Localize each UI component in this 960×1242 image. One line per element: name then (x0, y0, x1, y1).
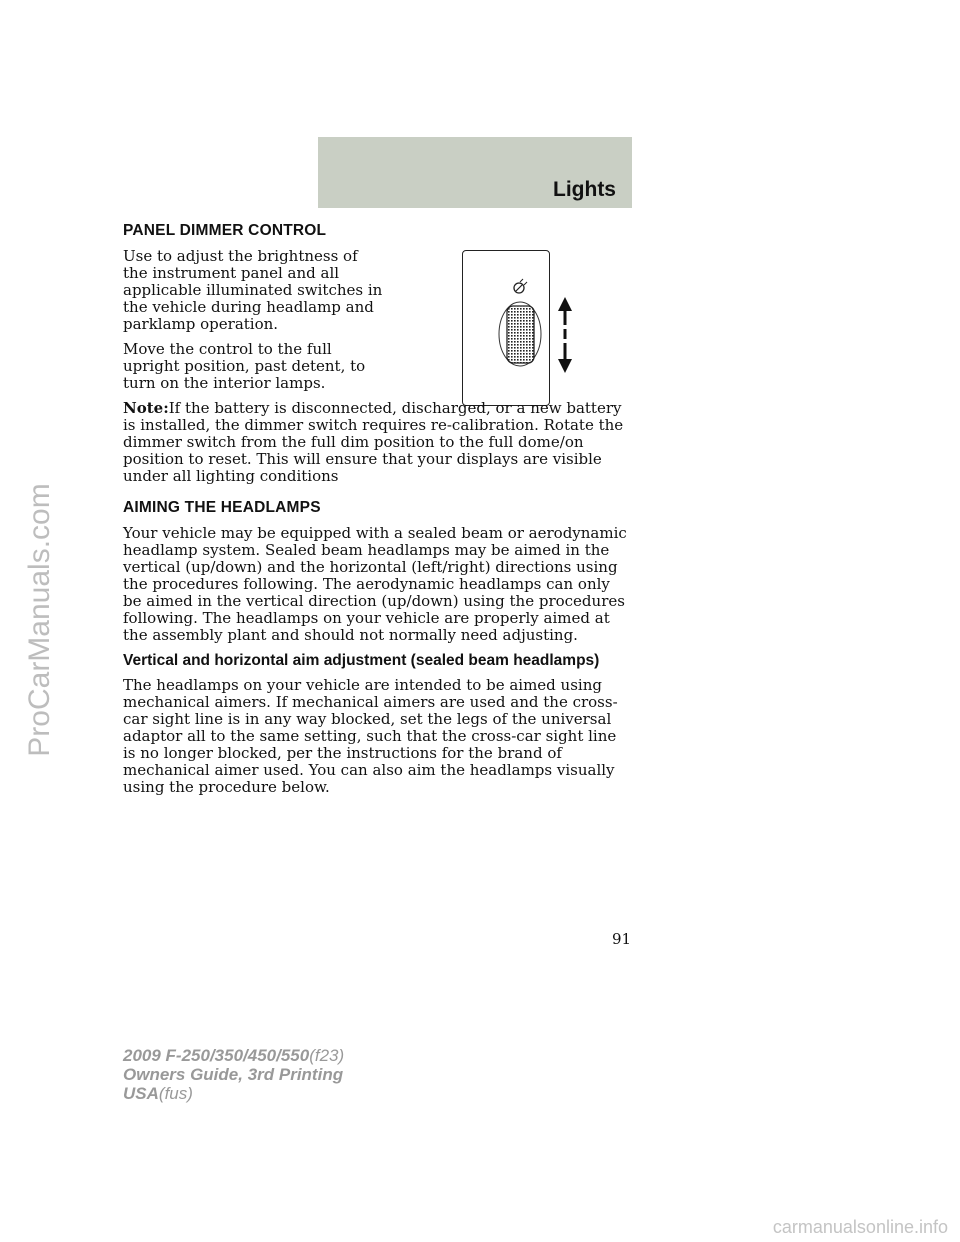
panel-dimmer-paragraph-1: Use to adjust the brightness of the instrument panel and all applicable illuminated switches in the vehicle during headlamp and parklamp operation. (123, 247, 383, 333)
aiming-paragraph-2: The headlamps on your vehicle are intended to be aimed using mechanical aimers. If mechanical aimers are used and the cross-car sight line is in any way blocked, set the legs of the universal adaptor all to the same setting, such that the cross-car sight line is no longer blocked, per the instructions for the brand of mechanical aimer used. You can also aim the headlamps visually using the procedure below. (123, 676, 618, 796)
footer-guide: Owners Guide, 3rd Printing (123, 1065, 344, 1084)
side-watermark (0, 0, 70, 1242)
section-title: Lights (553, 178, 616, 201)
footer-market: USA (123, 1084, 159, 1103)
panel-dimmer-paragraph-2: Move the control to the full upright position, past detent, to turn on the interior lamps. (123, 340, 366, 392)
page-content (123, 222, 633, 804)
panel-dimmer-note (123, 400, 633, 485)
footer-model-code: (f23) (309, 1046, 345, 1065)
bottom-watermark: carmanualsonline.info (772, 1217, 948, 1237)
document-footer (123, 1046, 344, 1103)
side-watermark-text: ProCarManuals.com (23, 483, 56, 757)
footer-model: 2009 F-250/350/450/550 (123, 1046, 310, 1065)
note-label: Note: (123, 399, 169, 417)
aim-adjustment-subheading: Vertical and horizontal aim adjustment (sealed beam headlamps) (123, 652, 600, 669)
aiming-heading: AIMING THE HEADLAMPS (123, 499, 321, 516)
aiming-paragraph-1: Your vehicle may be equipped with a sealed beam or aerodynamic headlamp system. Sealed beam headlamps may be aimed in the vertical (up/down) and the horizontal (left/right) directions using the procedures following. The aerodynamic headlamps can only be aimed in the vertical direction (up/down) using the procedures following. The headlamps on your vehicle are properly aimed at the assembly plant and should not normally need adjusting. (123, 524, 627, 644)
footer-market-code: (fus) (158, 1084, 193, 1103)
note-text: If the battery is disconnected, discharged, or a new battery is installed, the dimmer switch requires re-calibration. Rotate the dimmer switch from the full dim position to the full dome/on position to reset. This will ensure that your displays are visible under all lighting conditions (123, 399, 624, 485)
page-number: 91 (612, 930, 632, 948)
section-header-band (318, 137, 632, 208)
panel-dimmer-heading: PANEL DIMMER CONTROL (123, 222, 327, 239)
